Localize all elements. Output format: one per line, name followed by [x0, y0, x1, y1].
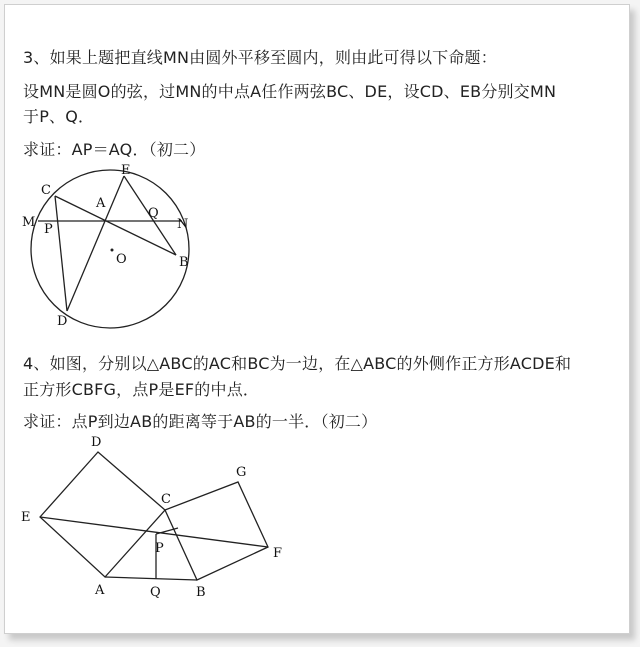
label-c2: C [161, 492, 171, 507]
problem4-prove: 求证：点P到边AB的距离等于AB的一半．（初二） [23, 412, 378, 431]
label-m: M [22, 215, 36, 230]
label-g2: G [236, 465, 247, 480]
problem4-statement: 正方形CBFG，点P是EF的中点． [23, 380, 260, 399]
chord-bc [55, 196, 176, 255]
label-n: N [177, 217, 189, 232]
label-p2: P [155, 541, 164, 556]
label-e: E [121, 163, 131, 178]
label-b2: B [196, 585, 206, 600]
problem3-statement: 设MN是圆O的弦，过MN的中点A任作两弦BC、DE，设CD、EB分别交MN [23, 82, 557, 101]
label-f2: F [273, 546, 283, 561]
segment-cd [55, 196, 67, 311]
problem4-title: 4、如图，分别以△ABC的AC和BC为一边，在△ABC的外侧作正方形ACDE和 [23, 354, 572, 373]
label-q2: Q [150, 585, 161, 600]
label-b: B [179, 255, 189, 270]
center-point-o [111, 249, 114, 252]
label-p: P [44, 222, 53, 237]
problem3-title: 3、如果上题把直线MN由圆外平移至圆内，则由此可得以下命题： [23, 48, 497, 67]
label-d2: D [91, 435, 102, 450]
label-d: D [57, 314, 68, 329]
label-q: Q [148, 206, 159, 221]
label-c: C [41, 183, 51, 198]
problem3-statement-cont: 于P、Q． [23, 107, 95, 126]
circle-o [31, 170, 189, 328]
label-a: A [96, 196, 106, 211]
label-a2: A [95, 583, 105, 598]
label-o: O [116, 252, 127, 267]
label-e2: E [21, 510, 31, 525]
problem3-prove: 求证：AP＝AQ．（初二） [23, 140, 206, 159]
